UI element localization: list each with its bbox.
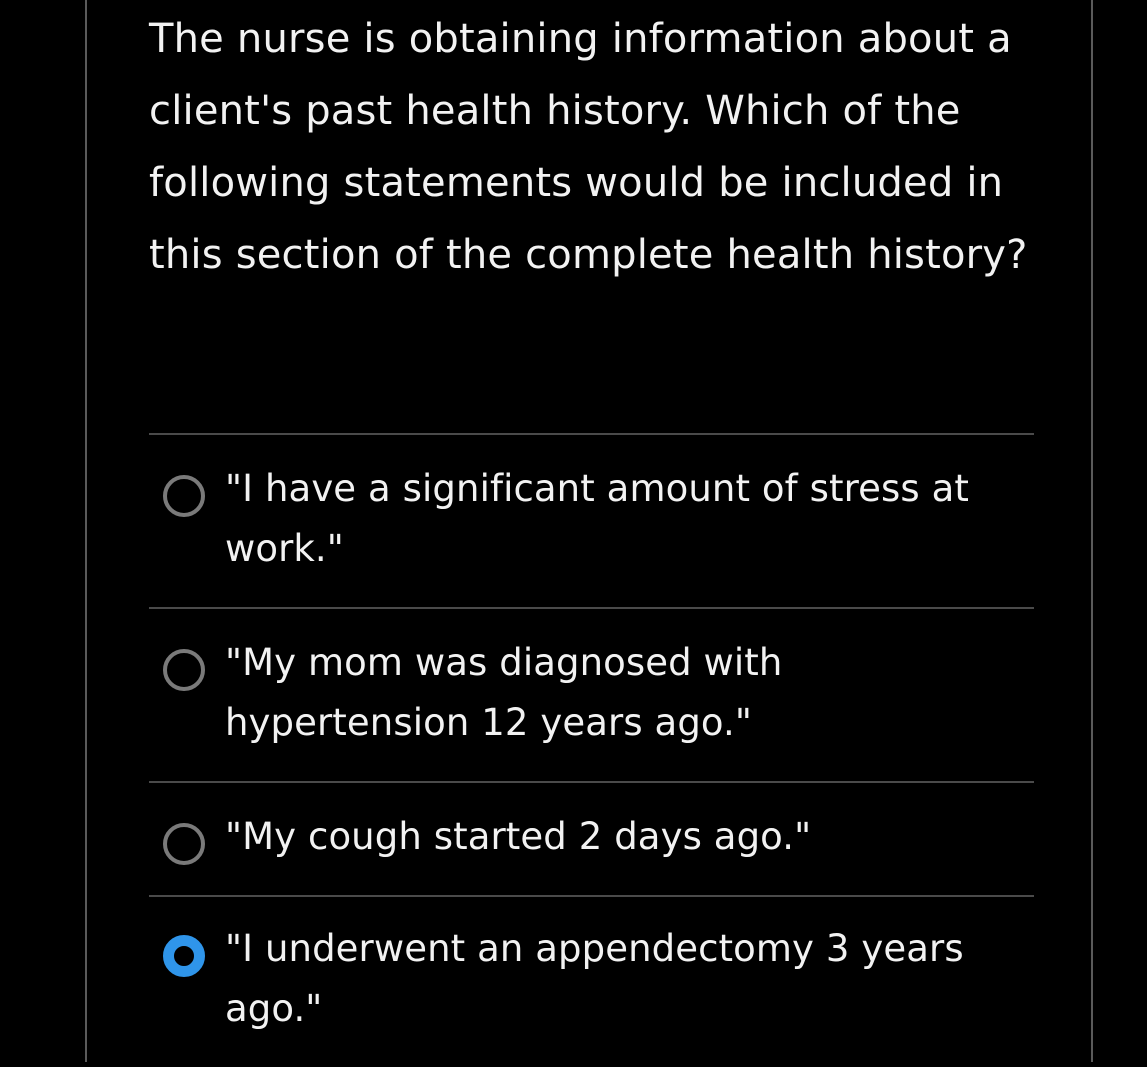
option-4[interactable]: [149, 897, 1034, 1067]
answer-options: [149, 433, 1034, 1067]
radio-unselected-icon[interactable]: [163, 823, 205, 865]
radio-unselected-icon[interactable]: [163, 649, 205, 691]
option-1[interactable]: [149, 435, 1034, 607]
radio-selected-icon[interactable]: [163, 935, 205, 977]
option-2[interactable]: [149, 609, 1034, 781]
question-text: The nurse is obtaining information about a client's past health history. Which of the following statements would be included in this section of the complete health history?: [149, 16, 1028, 278]
option-1-label: "I have a significant amount of stress at work.": [225, 467, 969, 570]
option-3-label: "My cough started 2 days ago.": [225, 815, 812, 858]
radio-unselected-icon[interactable]: [163, 475, 205, 517]
question-card: [85, 0, 1093, 1062]
option-3[interactable]: [149, 783, 1034, 895]
option-2-label: "My mom was diagnosed with hypertension 12 years ago.": [225, 641, 783, 744]
option-4-label: "I underwent an appendectomy 3 years ago.": [225, 927, 964, 1030]
